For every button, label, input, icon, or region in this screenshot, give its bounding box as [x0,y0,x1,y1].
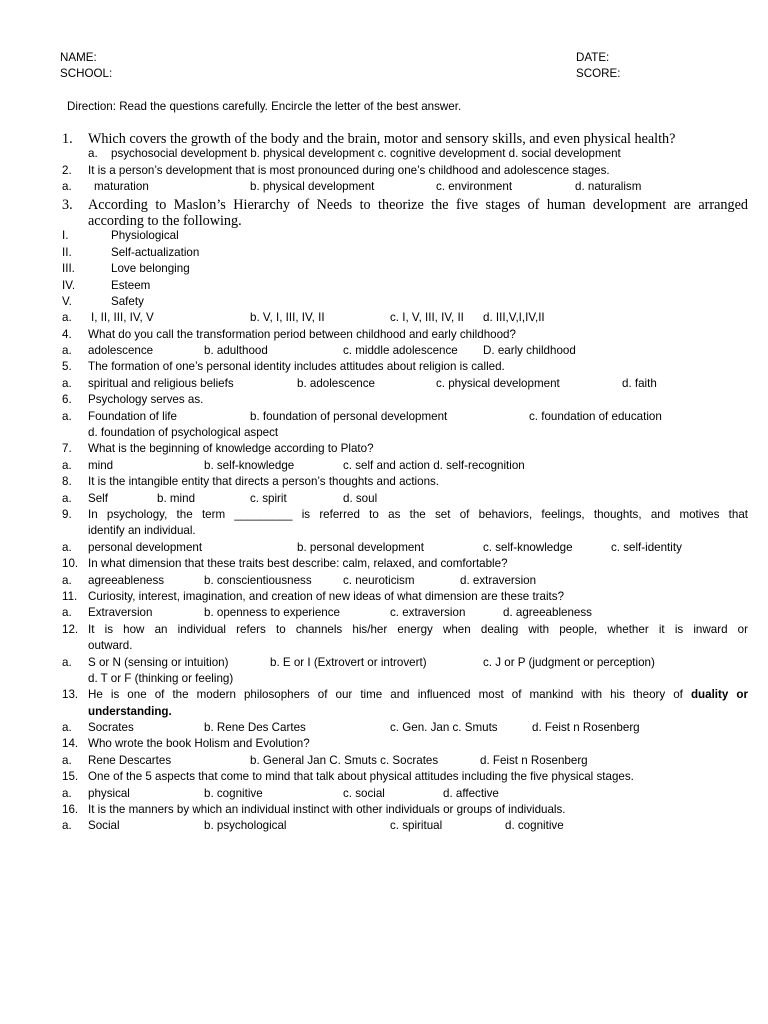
choice-d: d. extraversion [460,573,537,587]
choice-d: c. self-identity [611,540,682,554]
roman-text: Self-actualization [111,245,200,259]
choice-letter: a. [62,344,72,358]
choice-c: c. self-knowledge [483,540,573,554]
question-text: It is a person’s development that is most pronounced during one’s childhood and adolescence stages. [88,163,610,177]
roman-numeral: III. [62,262,75,276]
question-number: 1. [62,131,73,147]
roman-text: Esteem [111,278,151,292]
school-label: SCHOOL: [60,67,113,80]
date-label: DATE: [576,51,610,64]
choice-a: Socrates [88,721,134,735]
question-6 [0,393,768,409]
choice-c: c. extraversion [390,606,466,620]
choice-b: b. Rene Des Cartes [204,721,306,735]
roman-item [0,229,768,245]
question-7 [0,442,768,458]
choice-a: I, II, III, IV, V [91,311,154,325]
roman-item [0,246,768,262]
choice-a: Self [88,491,108,505]
question-8 [0,475,768,491]
choice-letter: a. [62,786,72,800]
roman-text: Safety [111,294,144,308]
choice-d: D. early childhood [483,344,576,358]
question-text-main: He is one of the modern philosophers of our time and influenced most of mankind with his theory of [88,688,683,702]
choice-a: physical [88,786,130,800]
question-15 [0,770,768,786]
choice-c: c. neuroticism [343,573,415,587]
choice-c: c. social [343,786,385,800]
question-number: 4. [62,327,72,341]
question-4 [0,328,768,344]
question-11 [0,590,768,606]
choice-d: d. faith [622,376,657,390]
choice-b: b. adolescence [297,376,375,390]
question-text: Curiosity, interest, imagination, and creation of new ideas of what dimension are these traits? [88,589,565,603]
choice-b: b. conscientiousness [204,573,312,587]
choices-6-cont [0,426,768,442]
choice-a: maturation [94,180,149,194]
choice-b: b. psychological [204,819,287,833]
choice-c: c. physical development [436,376,560,390]
question-text: The formation of one’s personal identity includes attitudes about religion is called. [88,360,505,374]
score-label: SCORE: [576,67,621,80]
choice-c: c. environment [436,180,513,194]
choice-b: b. physical development [250,180,375,194]
choice-d: d. Feist n Rosenberg [480,753,588,767]
question-list [0,131,768,836]
choices-16 [0,819,768,835]
question-9-cont [0,524,768,540]
choice-letter: a. [62,458,72,472]
choice-letter: a. [62,491,72,505]
roman-item [0,295,768,311]
roman-item [0,279,768,295]
choice-c: c. I, V, III, IV, II [390,311,464,325]
choice-d: d. agreeableness [503,606,592,620]
question-text-continued: identify an individual. [88,524,196,538]
question-number: 2. [62,163,72,177]
choice-letter: a. [62,540,72,554]
name-label: NAME: [60,51,97,64]
question-14 [0,737,768,753]
choice-c: c. J or P (judgment or perception) [483,655,655,669]
question-text: In what dimension that these traits best describe: calm, relaxed, and comfortable? [88,557,508,571]
roman-numeral: V. [62,294,72,308]
choice-b: b. cognitive [204,786,263,800]
choice-a: agreeableness [88,573,165,587]
question-text: One of the 5 aspects that come to mind that talk about physical attitudes including the five physical stages. [88,770,634,784]
choice-letter: a. [62,819,72,833]
roman-numeral: I. [62,229,69,243]
choice-b: b. E or I (Extrovert or introvert) [270,655,427,669]
choices-12-cont [0,672,768,688]
question-number: 14. [62,737,79,751]
question-text: In psychology, the term _________ is referred to as the set of behaviors, feelings, thoughts, and motives that [88,507,748,521]
question-number: 12. [62,622,79,636]
question-number: 15. [62,770,79,784]
choice-c: c. Gen. Jan c. Smuts [390,721,498,735]
choice-letter: a. [62,721,72,735]
choices-15 [0,787,768,803]
choice-d: d. naturalism [575,180,642,194]
question-16 [0,803,768,819]
choice-letter: a. [62,311,72,325]
choice-d: d. foundation of psychological aspect [88,426,279,440]
question-13 [0,688,768,704]
choice-c: c. spirit [250,491,287,505]
choice-c: c. foundation of education [529,409,662,423]
question-number: 10. [62,557,79,571]
choices-3 [0,311,768,327]
roman-numeral: II. [62,245,72,259]
choices-14 [0,754,768,770]
choices-4 [0,344,768,360]
question-number: 11. [62,589,78,603]
choice-a: Extraversion [88,606,153,620]
choice-c: c. spiritual [390,819,443,833]
question-2 [0,164,768,180]
question-text-continued: according to the following. [88,212,242,229]
choice-b: b. General Jan C. Smuts c. Socrates [250,753,439,767]
question-text: It is the manners by which an individual instinct with other individuals or groups of individuals. [88,803,566,817]
choice-d: d. III,V,I,IV,II [483,311,545,325]
roman-numeral: IV. [62,278,76,292]
choices-10 [0,574,768,590]
choices-9 [0,541,768,557]
choice-a: S or N (sensing or intuition) [88,655,229,669]
question-number: 8. [62,475,72,489]
choices-5 [0,377,768,393]
question-text-bold: duality or [690,688,748,702]
choice-c: c. self and action d. self-recognition [343,458,525,472]
question-9 [0,508,768,524]
choice-letter: a. [62,180,72,194]
question-1 [0,131,768,147]
choice-b: b. adulthood [204,344,268,358]
question-text: What do you call the transformation period between childhood and early childhood? [88,327,516,341]
choice-d: d. affective [443,786,499,800]
question-5 [0,360,768,376]
choice-b: b. self-knowledge [204,458,295,472]
question-number: 6. [62,393,72,407]
question-text-continued: outward. [88,639,133,653]
choice-letter: a. [62,753,72,767]
choice-letter: a. [62,409,72,423]
choices-8 [0,492,768,508]
question-13-cont [0,705,768,721]
choice-a: adolescence [88,344,154,358]
question-number: 9. [62,507,72,521]
choices-1 [0,147,768,163]
question-text-continued [88,705,172,718]
roman-item [0,262,768,278]
choice-c: c. middle adolescence [343,344,458,358]
directions: Direction: Read the questions carefully. Encircle the letter of the best answer. [67,100,462,113]
choice-b: b. mind [157,491,196,505]
choice-letter: a. [62,655,72,669]
roman-text: Love belonging [111,262,190,276]
choices-6 [0,410,768,426]
question-text: Who wrote the book Holism and Evolution? [88,737,310,751]
question-text-bold-continued: understanding. [88,704,172,718]
choice-b: b. foundation of personal development [250,409,448,423]
choice-d: d. cognitive [505,819,564,833]
choice-letter: a. [62,573,72,587]
question-text: Which covers the growth of the body and the brain, motor and sensory skills, and even physical health? [88,131,676,147]
choice-d: d. Feist n Rosenberg [532,721,640,735]
question-text: It is the intangible entity that directs a person’s thoughts and actions. [88,475,440,489]
choices-12 [0,656,768,672]
question-12 [0,623,768,639]
question-text: According to Maslon’s Hierarchy of Needs to theorize the five stages of human development are arranged [88,196,748,213]
choice-b: b. openness to experience [204,606,341,620]
question-number: 7. [62,442,72,456]
choice-a: mind [88,458,114,472]
choices-2 [0,180,768,196]
choice-letter: a. [88,147,98,161]
choices-7 [0,459,768,475]
question-3 [0,197,768,213]
choice-a: Social [88,819,120,833]
roman-text: Physiological [111,229,179,243]
choice-a: Foundation of life [88,409,177,423]
choice-letter: a. [62,606,72,620]
choice-a: Rene Descartes [88,753,172,767]
question-number: 13. [62,688,79,702]
question-number: 5. [62,360,72,374]
choice-options: psychosocial development b. physical development c. cognitive development d. social development [111,147,621,161]
choice-b: b. personal development [297,540,424,554]
choice-a: spiritual and religious beliefs [88,376,234,390]
choices-13 [0,721,768,737]
question-10 [0,557,768,573]
question-number: 3. [62,196,73,213]
question-text: It is how an individual refers to channels his/her energy when dealing with people, whether it is inward or [88,622,748,636]
choice-d: d. T or F (thinking or feeling) [88,671,234,685]
question-text: Psychology serves as. [88,393,204,407]
choices-11 [0,606,768,622]
question-text: What is the beginning of knowledge according to Plato? [88,442,374,456]
question-3-cont [0,213,768,229]
question-text [88,688,748,701]
question-number: 16. [62,803,79,817]
choice-a: personal development [88,540,203,554]
choice-letter: a. [62,376,72,390]
choice-b: b. V, I, III, IV, II [250,311,325,325]
question-12-cont [0,639,768,655]
choice-d: d. soul [343,491,378,505]
